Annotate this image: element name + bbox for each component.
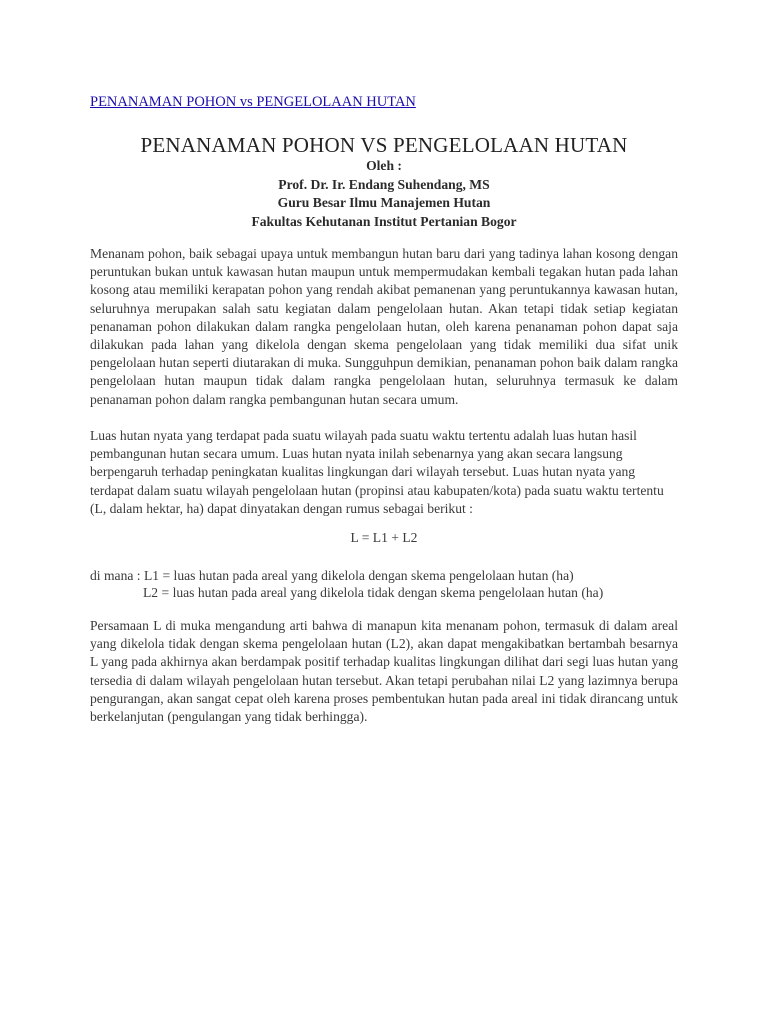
byline-oleh: Oleh : — [366, 158, 402, 173]
definition-l1: di mana : L1 = luas hutan pada areal yang dikelola dengan skema pengelolaan hutan (ha) — [90, 568, 574, 583]
paragraph-3: Persamaan L di muka mengandung arti bahwa di manapun kita menanam pohon, termasuk di dalam areal yang dikelola tidak dengan skema pengelolaan hutan (L2), akan dapat mengakibatkan bertambah besarnya L yang pada akhirnya akan berdampak positif terhadap kualitas lingkungan dilihat dari segi luas hutan yang tersedia di dalam wilayah pengelolaan hutan tersebut. Akan tetapi perubahan nilai L2 yang lazimnya berupa pengurangan, akan sangat cepat oleh karena proses pembentukan hutan pada areal ini tidak dirancang untuk berkelanjutan (pengulangan yang tidak berhingga). — [90, 618, 678, 725]
definition-l2: L2 = luas hutan pada areal yang dikelola tidak dengan skema pengelolaan hutan (ha) — [143, 585, 604, 600]
header-title-link[interactable]: PENANAMAN POHON vs PENGELOLAAN HUTAN — [90, 94, 416, 110]
byline-author: Prof. Dr. Ir. Endang Suhendang, MS — [278, 176, 490, 192]
paragraph-2: Luas hutan nyata yang terdapat pada suatu wilayah pada suatu waktu tertentu adalah luas hutan hasil pembangunan hutan secara umum. Luas hutan nyata inilah sebenarnya yang akan secara langsung berpengaruh terhadap peningkatan kualitas lingkungan dari wilayah tersebut. Luas hutan nyata yang terdapat dalam suatu wilayah pengelolaan hutan (propinsi atau kabupaten/kota) pada suatu waktu tertentu (L, dalam hektar, ha) dapat dinyatakan dengan rumus sebagai berikut : — [90, 428, 664, 516]
byline — [90, 157, 678, 231]
document-title: PENANAMAN POHON VS PENGELOLAAN HUTAN — [140, 133, 628, 157]
byline-position: Guru Besar Ilmu Manajemen Hutan — [277, 195, 491, 210]
byline-institution: Fakultas Kehutanan Institut Pertanian Bogor — [251, 213, 517, 229]
formula: L = L1 + L2 — [350, 530, 418, 545]
paragraph-1: Menanam pohon, baik sebagai upaya untuk membangun hutan baru dari yang tadinya lahan kosong dengan peruntukan bukan untuk kawasan hutan maupun untuk mempermudakan kembali tegakan hutan pada lahan kosong atau memiliki kerapatan pohon yang rendah akibat pemanenan yang peruntukannya kawasan hutan, seluruhnya merupakan salah satu kegiatan dalam pengelolaan hutan. Akan tetapi tidak setiap kegiatan penanaman pohon dilakukan dalam rangka pengelolaan hutan, oleh karena penanaman pohon dapat saja dilakukan pada lahan yang dikelola dengan skema pengelolaan yang tidak memiliki dua sifat unik pengelolaan hutan seperti diutarakan di muka. Sungguhpun demikian, penanaman pohon baik dalam rangka pengelolaan hutan maupun tidak dalam rangka pengelolaan hutan, seluruhnya termasuk ke dalam penanaman pohon dalam rangka pembangunan hutan secara umum. — [90, 246, 678, 407]
